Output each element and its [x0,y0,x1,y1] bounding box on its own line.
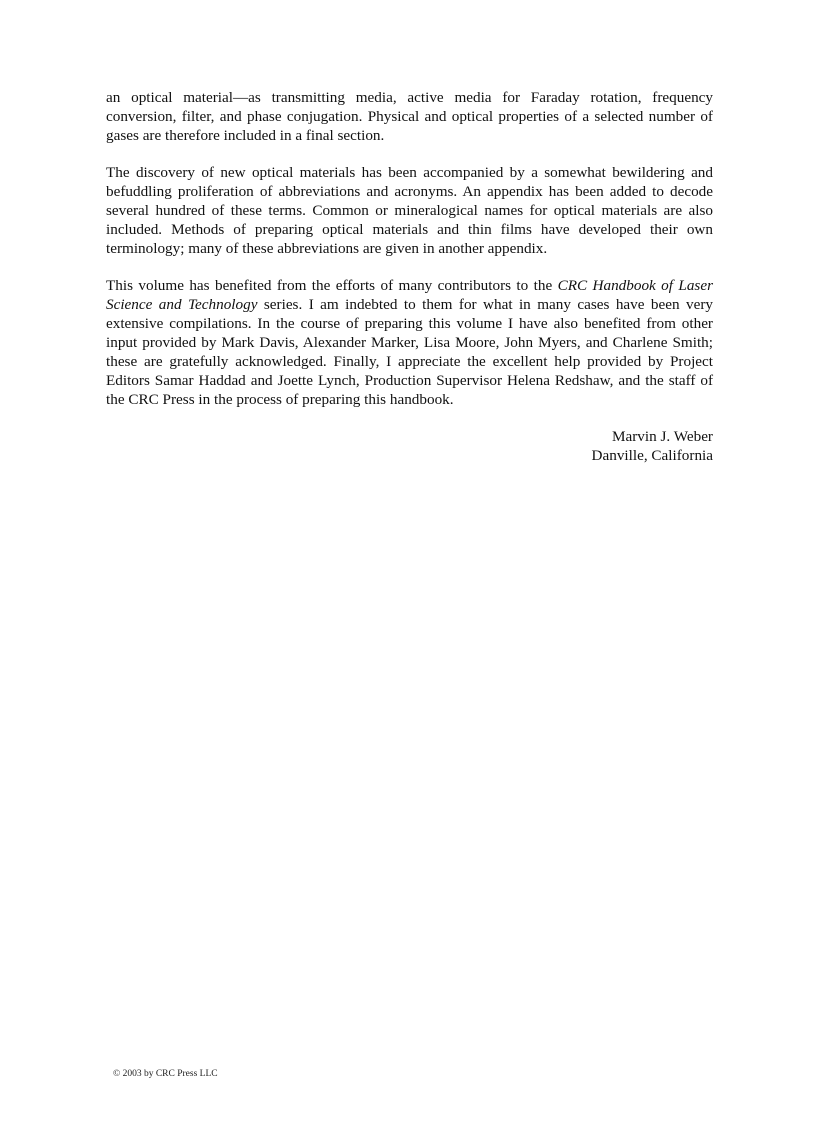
signature-block [106,427,713,465]
series-title: CRC Handbook of Laser Science and Technology [106,277,713,313]
copyright-footer: © 2003 by CRC Press LLC [113,1069,218,1079]
author-location: Danville, California [591,447,713,464]
paragraph-gases: an optical material—as transmitting media, active media for Faraday rotation, frequency conversion, filter, and phase conjugation. Physical and optical properties of a selected number of gases are therefore included in a final section. [106,89,713,144]
acknowledgments-text-end: series. I am indebted to them for what in many cases have been very extensive compilations. In the course of preparing this volume I have also benefited from other input provided by Mark Davis, Alexander Marker, Lisa Moore, John Myers, and Charlene Smith; these are gratefully acknowledged. Finally, I appreciate the excellent help provided by Project Editors Samar Haddad and Joette Lynch, Production Supervisor Helena Redshaw, and the staff of the CRC Press in the process of preparing this handbook. [106,296,713,408]
paragraph-abbreviations: The discovery of new optical materials has been accompanied by a somewhat bewildering and befuddling proliferation of abbreviations and acronyms. An appendix has been added to decode several hundred of these terms. Common or mineralogical names for optical materials are also included. Methods of preparing optical materials and thin films have developed their own terminology; many of these abbreviations are given in another appendix. [106,164,713,257]
acknowledgments-text-start: This volume has benefited from the efforts of many contributors to the [106,277,558,294]
page-body [106,88,713,465]
author-name: Marvin J. Weber [612,428,713,445]
paragraph-acknowledgments [106,276,713,409]
